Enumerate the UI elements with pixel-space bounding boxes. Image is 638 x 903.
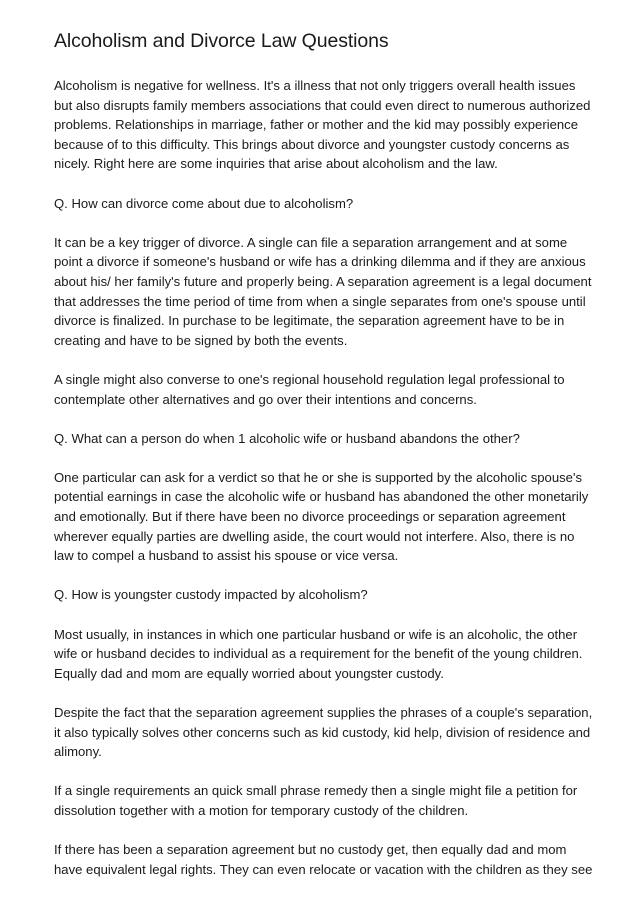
paragraph-line: potential earnings in case the alcoholic wife or husband has abandoned the other monetarily — [54, 489, 589, 505]
paragraph-line: Equally dad and mom are equally worried about youngster custody. — [54, 665, 444, 681]
paragraph-line: wife or husband decides to individual as a requirement for the benefit of the young children. — [54, 646, 583, 662]
question-2 — [54, 429, 594, 449]
answer-3-custody-rights — [54, 840, 594, 879]
paragraph-line: It can be a key trigger of divorce. A single can file a separation arrangement and at some — [54, 234, 568, 250]
paragraph-line: If a single requirements an quick small phrase remedy then a single might file a petition for — [54, 783, 578, 799]
paragraph-line: and emotionally. But if there have been no divorce proceedings or separation agreement — [54, 509, 566, 525]
paragraph-intro — [54, 76, 594, 174]
paragraph-line: divorce is finalized. In purchase to be legitimate, the separation agreement have to be in — [54, 313, 565, 329]
paragraph-line: about his/ her family's future and properly being. A separation agreement is a legal document — [54, 273, 592, 289]
document-title: Alcoholism and Divorce Law Questions — [54, 30, 389, 52]
question-line: Q. How can divorce come about due to alcoholism? — [54, 195, 354, 211]
paragraph-line: nicely. Right here are some inquiries that arise about alcoholism and the law. — [54, 156, 498, 172]
answer-3 — [54, 625, 594, 684]
paragraph-line: One particular can ask for a verdict so that he or she is supported by the alcoholic spouse's — [54, 469, 582, 485]
paragraph-line: contemplate other alternatives and go over their intentions and concerns. — [54, 391, 477, 407]
answer-2 — [54, 468, 594, 566]
paragraph-line: law to compel a husband to assist his spouse or vice versa. — [54, 548, 399, 564]
question-1 — [54, 194, 594, 214]
paragraph-line: A single might also converse to one's regional household regulation legal professional to — [54, 371, 565, 387]
paragraph-line: problems. Relationships in marriage, father or mother and the kid may possibly experience — [54, 117, 579, 133]
answer-3-petition — [54, 781, 594, 820]
paragraph-line: Alcoholism is negative for wellness. It's a illness that not only triggers overall health issues — [54, 78, 576, 93]
paragraph-line: that addresses the time period of time from when a single separates from one's spouse until — [54, 293, 586, 309]
answer-3-continued — [54, 703, 594, 762]
paragraph-line: creating and have to be signed by both the events. — [54, 332, 348, 348]
answer-1-continued — [54, 370, 594, 409]
paragraph-line: alimony. — [54, 744, 102, 760]
paragraph-line: point a divorce if someone's husband or wife has a drinking dilemma and if they are anxious — [54, 254, 586, 270]
paragraph-line: Most usually, in instances in which one particular husband or wife is an alcoholic, the other — [54, 626, 578, 642]
paragraph-line: Despite the fact that the separation agreement supplies the phrases of a couple's separation, — [54, 705, 593, 720]
paragraph-line: wherever equally parties are dwelling aside, the court would not interfere. Also, there is no — [54, 528, 575, 544]
paragraph-line: but also disrupts family members associations that could even direct to numerous authorized — [54, 97, 591, 113]
document-page — [54, 28, 594, 899]
question-line: Q. How is youngster custody impacted by alcoholism? — [54, 587, 368, 603]
answer-1 — [54, 233, 594, 351]
paragraph-line: If there has been a separation agreement but no custody get, then equally dad and mom — [54, 842, 567, 858]
paragraph-line: dissolution together with a motion for temporary custody of the children. — [54, 802, 469, 818]
paragraph-line: have equivalent legal rights. They can even relocate or vacation with the children as they see — [54, 861, 593, 877]
question-3 — [54, 585, 594, 605]
question-line: Q. What can a person do when 1 alcoholic wife or husband abandons the other? — [54, 430, 520, 446]
paragraph-line: because of to this difficulty. This brings about divorce and youngster custody concerns as — [54, 136, 570, 152]
paragraph-line: it also typically solves other concerns such as kid custody, kid help, division of residence and — [54, 724, 591, 740]
